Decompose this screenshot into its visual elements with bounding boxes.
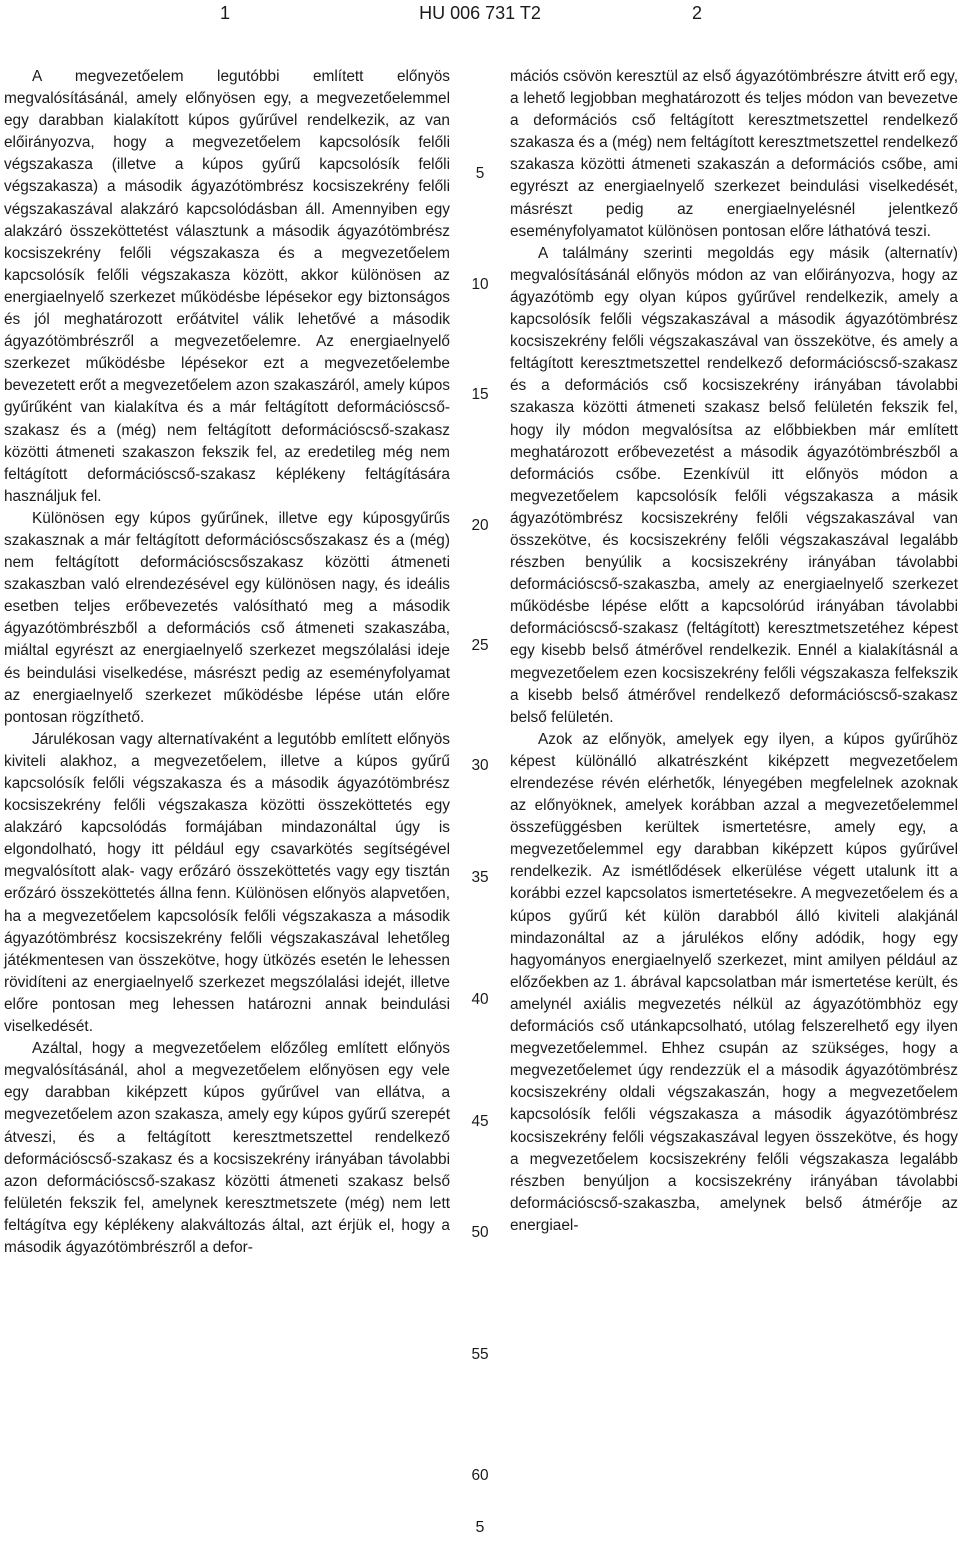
document-id: HU 006 731 T2: [419, 3, 541, 23]
paragraph: Különösen egy kúpos gyűrűnek, illetve egy kúposgyűrűs szakasznak a már feltágított deformációscsőszakasz és a (még) nem feltágított deformációscsőszakasz közötti átmeneti szakaszban való elrendezésével egy különösen nagy, és ideális esetben teljes erőbevezetés valósítható meg a második ágyazótömbrészből a deformációs cső átmeneti szakaszába, miáltal egyrészt az energiaelnyelő szerkezet megszólalási ideje és beindulási viselkedése, másrészt pedig az eseményfolyamat az energiaelnyelő szerkezet működésbe lépése után előre pontosan rögzíthető.: [4, 509, 450, 726]
paragraph: A találmány szerinti megoldás egy másik (alternatív) megvalósításánál előnyös módon az van előirányozva, hogy az ágyazótömb egy olyan kúpos gyűrűvel rendelkezik, amely a kapcsolósík felőli végszakaszával a második ágyazótömbrész kocsiszekrény felőli végszakaszával van összekötve, és amely a feltágított keresztmetszettel rendelkező deformációscső-szakasz és a deformációs cső kocsiszekrény irányában távolabbi szakasza közötti átmeneti szakasz belső felületén fekszik fel, hogy ily módon megvalósítsa az előbbiekben már említett meghatározott erőbevezetést a második ágyazótömbrészből a deformációs csőbe. Ezenkívül itt előnyös módon a megvezetőelem kapcsolósík felőli végszakasza a másik ágyazótömbrész kocsiszekrény felőli végszakaszával van összekötve, és kocsiszekrény felőli végszakaszával legalább részben benyúlik a kocsiszekrény irányában távolabbi deformációscső-szakaszba, amely az energiaelnyelő szerkezet működésbe lépése előtt a kapcsolórúd irányában távolabbi deformációscső-szakasz (feltágított) keresztmetszetéhez képest egy kisebb belső átmérővel rendelkezik. Ennél a kialakításnál a megvezetőelem ezen kocsiszekrény felőli végszakasza felfekszik a kisebb belső átmérővel rendelkező deformációscső-szakasz belső felületén.: [510, 244, 958, 726]
page-footer-number: 5: [475, 1519, 485, 1536]
line-number: 25: [471, 637, 489, 654]
left-text-column: [4, 66, 450, 1259]
line-number: 55: [471, 1346, 489, 1363]
line-number: 45: [471, 1113, 489, 1130]
left-page-number: 1: [220, 3, 231, 23]
paragraph: A megvezetőelem legutóbbi említett előnyös megvalósításánál, amely előnyösen egy, a megvezetőelemmel egy darabban kialakított kúpos gyűrűvel rendelkezik, az van előirányozva, hogy a megvezetőelem kapcsolósík felőli végszakasza (illetve a kúpos gyűrű kapcsolósík felőli végszakasza) a második ágyazótömbrész kocsiszekrény felőli végszakaszával alakzáró kapcsolódásban áll. Amennyiben egy alakzáró összeköttetést választunk a második ágyazótömbrész kocsiszekrény felőli végszakasza és a megvezetőelem kapcsolósík felőli végszakasza között, akkor különösen az energiaelnyelő szerkezet működésbe lépésekor egy biztonságos és jól meghatározott erőátvitel válik lehetővé a második ágyazótömbrészről a megvezetőelemre. Az energiaelnyelő szerkezet működésbe lépésekor ezt a megvezetőelembe bevezetett erőt a megvezetőelem azon szakaszáról, amely kúpos gyűrűként van kialakítva és a már feltágított deformációscső-szakasz és a (még) nem feltágított deformációscső-szakasz közötti átmeneti szakaszon fekszik fel, az eredetileg még nem feltágított deformációscső-szakasz képlékeny feltágítására használjuk fel.: [4, 68, 450, 505]
line-number: 50: [471, 1224, 489, 1241]
paragraph: Azáltal, hogy a megvezetőelem előzőleg említett előnyös megvalósításánál, ahol a megvezetőelem előnyösen egy vele egy darabban kiképzett kúpos gyűrűvel van ellátva, a megvezetőelem azon szakasza, amely egy kúpos gyűrű szerepét átveszi, és a feltágított keresztmetszettel rendelkező deformációscső-szakasz és a kocsiszekrény irányában távolabbi azon deformációscső-szakasz közötti átmeneti szakasz belső felületén fekszik fel, amelynek keresztmetszete (még) nem lett feltágítva egy képlékeny alakváltozás által, azt érjük el, hogy a második ágyazótömbrészről a defor-: [4, 1040, 450, 1256]
right-text-column: [510, 66, 958, 1237]
line-number: 15: [471, 386, 489, 403]
line-number: 30: [471, 757, 489, 774]
line-number: 60: [471, 1467, 489, 1484]
line-number: 40: [471, 991, 489, 1008]
paragraph: Azok az előnyök, amelyek egy ilyen, a kúpos gyűrűhöz képest különálló alkatrészként kiképzett megvezetőelem elrendezése révén elérhetők, lényegében megfelelnek azoknak az előnyöknek, amelyek korábban azzal a megvezetőelemmel összefüggésben kerültek ismertetésre, amely egy, a megvezetőelemmel egy darabban kiképzett kúpos gyűrűvel rendelkezik. Az ismétlődések elkerülése végett utalunk itt a korábbi ezzel kapcsolatos ismertetésekre. A megvezetőelem és a kúpos gyűrű két külön darabból álló kiviteli alakjánál mindazonáltal az a járulékos előny adódik, hogy egy hagyományos energiaelnyelő szerkezet, mint amilyen például az előzőekben az 1. ábrával kapcsolatban már ismertetése került, és amelynél axiális megvezetés nélkül az ágyazótömbhöz egy deformációs cső utánkapcsolható, utólag felszerelhető egy ilyen megvezetőelemmel. Ehhez csupán az szükséges, hogy a megvezetőelemet úgy rendezzük el a második ágyazótömbrész kocsiszekrény oldali végszakaszán, hogy a megvezetőelem kapcsolósík felőli végszakasza a második ágyazótömbrész kocsiszekrény felőli végszakaszával legyen összekötve, és hogy a megvezetőelem kocsiszekrény felőli végszakasza legalább részben benyúljon a kocsiszekrény irányában távolabbi deformációscső-szakaszba, amelynek belső átmérője az energiael-: [510, 730, 958, 1234]
right-page-number: 2: [692, 3, 703, 23]
line-number: 10: [471, 276, 489, 293]
paragraph: mációs csövön keresztül az első ágyazótömbrészre átvitt erő egy, a lehető legjobban meghatározott és teljes módon van bevezetve a deformációs cső feltágított keresztmetszettel rendelkező szakasza és a (még) nem feltágított keresztmetszettel rendelkező szakasza közötti átmeneti szakaszán a deformációs csőbe, ami egyrészt az energiaelnyelő szerkezet beindulási viselkedését, másrészt pedig az energiaelnyelésnél jelentkező eseményfolyamatot különösen pontosan előre láthatóvá teszi.: [510, 68, 958, 240]
line-number: 35: [471, 869, 489, 886]
line-number: 20: [471, 517, 489, 534]
line-number: 5: [475, 165, 485, 182]
paragraph: Járulékosan vagy alternatívaként a legutóbb említett előnyös kiviteli alakhoz, a megvezetőelem, illetve a kúpos gyűrű kapcsolósík felőli végszakasza és a második ágyazótömbrész kocsiszekrény felőli végszakasza közötti összeköttetés egy alakzáró kapcsolódás formájában mindazonáltal úgy is elgondolható, hogy itt például egy csavarkötés segítségével megvalósított alak- vagy erőzáró összeköttetés vagy egy tisztán erőzáró összeköttetés állna fenn. Különösen előnyös alapvetően, ha a megvezetőelem kapcsolósík felőli végszakasza a második ágyazótömbrész kocsiszekrény felőli végszakaszával lehetőleg játékmentesen van összekötve, hogy ütközés esetén le lehessen rövidíteni az energiaelnyelő szerkezet megszólalási idejét, illetve előre pontosan meg lehessen határozni annak beindulási viselkedését.: [4, 730, 450, 1036]
